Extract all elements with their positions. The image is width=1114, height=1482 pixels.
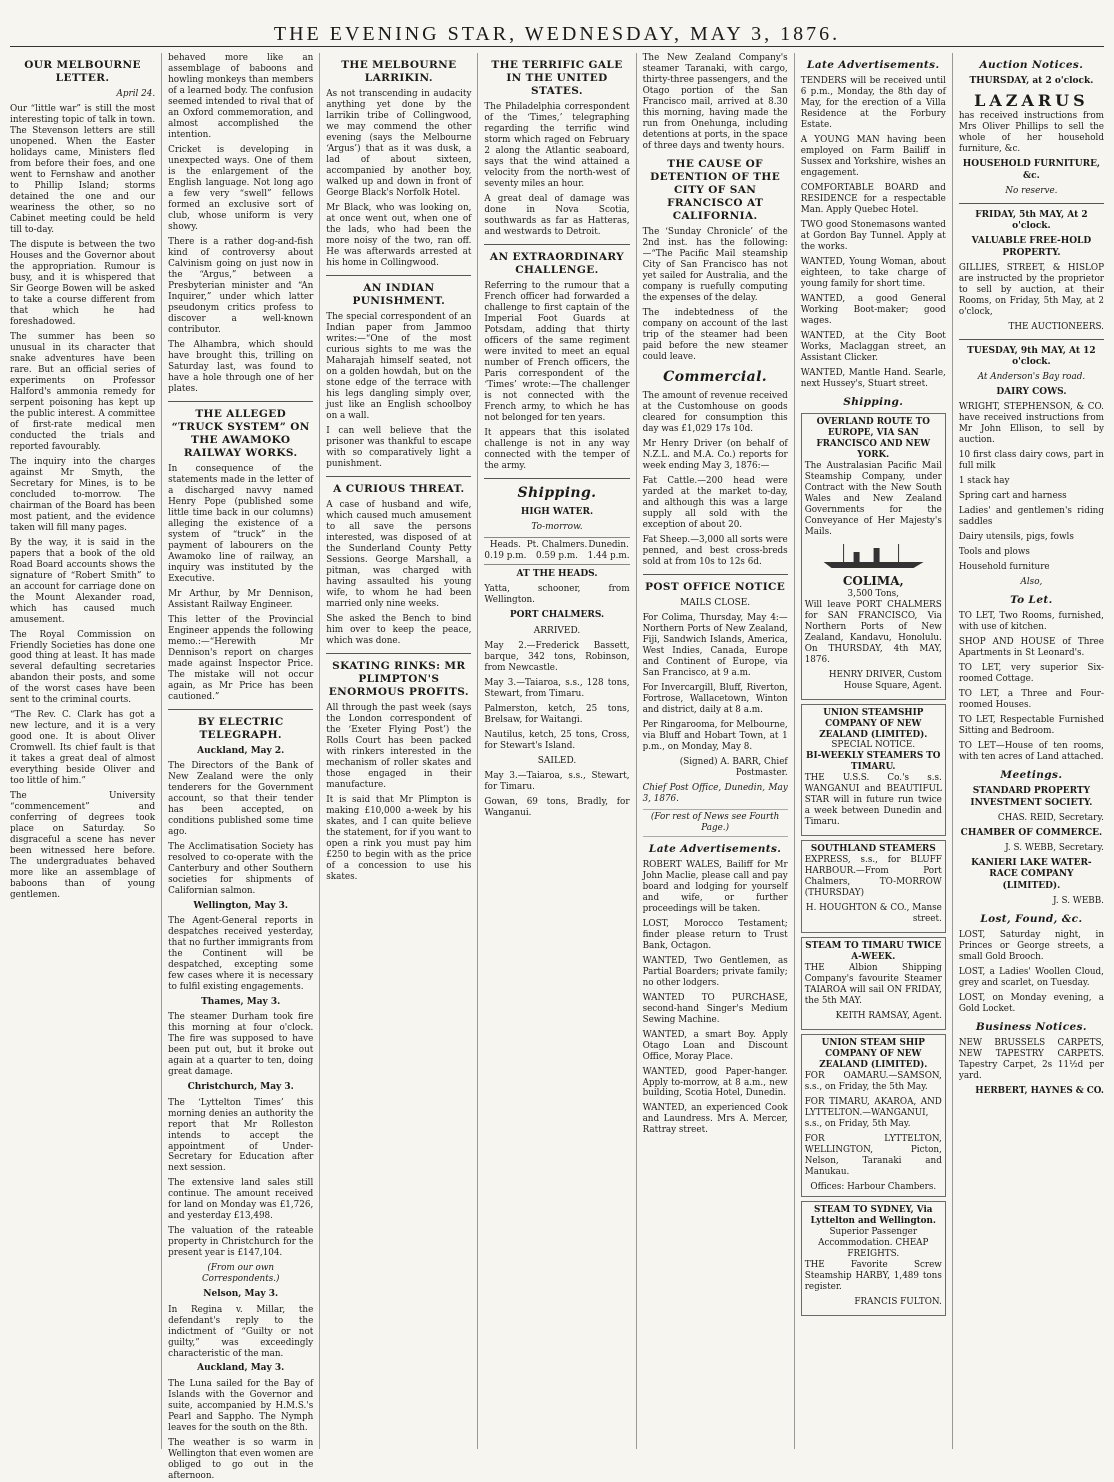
article-paragraph: All through the past week (says the London correspondent of the ‘Exeter Flying Post’) the Rolls Court has been packed with rinkers interested in the mechanism of roller skates and those engaged in their manufacture. — [326, 703, 472, 791]
classified-ad: TO LET, Respectable Furnished Sitting and Bedroom. — [958, 715, 1104, 737]
ad-text: THE Albion Shipping Company's favourite Steamer TAIAROA will sail ON FRIDAY, the 5th MAY. — [804, 963, 942, 1007]
article-paragraph: The summer has been so unusual in its character that snake adventures have been rare. But an official series of experiments on Professor Halford's ammonia remedy for serpent poisoning has kept up the public interest. A committee of first-rate medical men conducted the trials and reported favourably. — [10, 331, 156, 452]
ship-tons: 3,500 Tons, — [847, 588, 899, 599]
ad-text: THE U.S.S. Co.'s s.s. WANGANUI and BEAUTIFUL STAR will in future run twice a week between Dunedin and Timaru. — [804, 773, 942, 828]
ad-title: OVERLAND ROUTE TO EUROPE, VIA SAN FRANCISCO AND NEW YORK. — [816, 416, 931, 460]
classified-ad: LOST, Morocco Testament; finder please return to Trust Bank, Octagon. — [642, 918, 788, 951]
article-paragraph: Fat Cattle.—200 head were yarded at the market to-day, and although this was a large supply all sold with the exception of about 20. — [642, 475, 788, 530]
ad-subtitle: SPECIAL NOTICE. — [831, 740, 916, 751]
sailed-entry: Gowan, 69 tons, Bradly, for Wanganui. — [484, 796, 630, 818]
arrival-entry: May 3.—Taiaroa, s.s., 128 tons, Stewart, from Timaru. — [484, 677, 630, 699]
article-title: THE MELBOURNE LARRIKIN. — [341, 59, 457, 85]
tide-cell — [527, 540, 588, 562]
ad-title: UNION STEAM SHIP COMPANY OF NEW ZEALAND (LIMITED). — [819, 1038, 928, 1071]
telegram-text: The valuation of the rateable property in Christchurch for the present year is £147,104. — [168, 1226, 314, 1259]
at-heads-text: Yatta, schooner, from Wellington. — [484, 584, 630, 606]
divider — [326, 653, 471, 654]
shipping-heading: Shipping. — [517, 485, 597, 502]
to-let-heading: To Let. — [1010, 594, 1053, 607]
classified-ad: WANTED, an experienced Cook and Laundress. Mrs A. Mercer, Rattray street. — [642, 1103, 788, 1136]
tide-place: Pt. Chalmers. — [526, 540, 588, 551]
column-2 — [168, 53, 320, 1481]
tomorrow-label: To-morrow. — [531, 521, 583, 532]
ad-agent: J. S. WEBB. — [1053, 895, 1104, 906]
telegram-text: The weather is so warm in Wellington that even women are obliged to go out in the afternoon. — [168, 1437, 314, 1481]
list-item: Household furniture — [958, 562, 1050, 573]
auction-date: TUESDAY, 9th MAY, At 12 o'clock. — [967, 345, 1096, 367]
arrival-entry: Palmerston, ketch, 25 tons, Brelsaw, for Waitangi. — [484, 703, 630, 725]
ad-agent: HERBERT, HAYNES & CO. — [975, 1085, 1104, 1096]
article-paragraph: A great deal of damage was done in Nova Scotia, southwards as far as Hatteras, and westwards to Detroit. — [484, 194, 630, 238]
ad-text: WRIGHT, STEPHENSON, & CO. have received instructions from Mr John Ellison, to sell by auction. — [958, 402, 1104, 446]
signed: (Signed) A. BARR, Chief Postmaster. — [679, 756, 788, 778]
ad-title: STANDARD PROPERTY INVESTMENT SOCIETY. — [970, 786, 1093, 808]
arrived-label: ARRIVED. — [533, 625, 581, 636]
tide-place: Heads. — [489, 540, 521, 551]
ad-text: has received instructions from Mrs Oliver Phillips to sell the whole of her household furniture, &c. — [958, 111, 1104, 155]
business-heading: Business Notices. — [975, 1020, 1087, 1033]
also-label: Also, — [1020, 577, 1043, 588]
auction-date: THURSDAY, at 2 o'clock. — [969, 76, 1094, 87]
article-paragraph: behaved more like an assemblage of baboons and howling monkeys than members of a learned body. The confusion seemed intended to rival that of an Oxford commemoration, and almost accomplished the intention. — [168, 53, 314, 140]
ad-title: KANIERI LAKE WATER-RACE COMPANY (LIMITED). — [971, 858, 1092, 891]
classified-ad: TENDERS will be received until 6 p.m., Monday, the 8th day of May, for the erection of a Villa Residence at the Forbury Estate. — [800, 76, 946, 131]
column-3 — [326, 53, 478, 1449]
divider — [643, 574, 788, 575]
article-paragraph: By the way, it is said in the papers that a book of the old Road Board accounts shows the signature of “Robert Smith” to an account for carriage done on the Mount Alexander road, which has caused much amusement. — [10, 537, 156, 625]
mail-entry: For Colima, Thursday, May 4:—Northern Ports of New Zealand, Fiji, Sandwich Islands, America, West Indies, Canada, Europe and Continent of Europe, via San Francisco, at 9 a.m. — [642, 612, 788, 678]
classified-ad: WANTED, Two Gentlemen, as Partial Boarders; private family; no other lodgers. — [642, 955, 788, 988]
shipping-ad — [801, 1034, 946, 1197]
list-item: 1 stack hay — [958, 476, 1010, 487]
telegram-text: The extensive land sales still continue. The amount received for land on Monday was £1,726, and yesterday £13,498. — [168, 1178, 314, 1222]
ad-agent: CHAS. REID, Secretary. — [997, 812, 1104, 823]
auctioneer-name: LAZARUS — [974, 91, 1089, 111]
telegram-text: The Agent-General reports in despatches received yesterday, that no further immigrants from the Continent will be despatched, excepting some few cases where it is necessary to fulfil existing engagements. — [168, 916, 314, 993]
auction-date: FRIDAY, 5th MAY, At 2 o'clock. — [975, 209, 1088, 232]
shipping-ad — [801, 840, 946, 933]
telegram-text: The steamer Durham took fire this morning at four o'clock. The fire was supposed to have been put out, but it broke out again at a quarter to ten, doing great damage. — [168, 1012, 314, 1078]
article-paragraph: Referring to the rumour that a French officer had forwarded a challenge to first captain of the Imperial Foot Guards at Potsdam, adding that thirty officers of the same regiment were invited to meet an equal number of French officers, the Paris correspondent of the ‘Times’ wrote:—The challenger is not connected with the French army, to which he has not belonged for ten years. — [484, 281, 630, 424]
column-6 — [801, 53, 953, 1449]
ad-agent: HENRY DRIVER, Custom House Square, Agent. — [828, 669, 942, 691]
ad-agent: J. S. WEBB, Secretary. — [1005, 843, 1104, 854]
divider — [959, 339, 1104, 340]
article-paragraph: I can well believe that the prisoner was thankful to escape with so comparatively light a punishment. — [326, 426, 472, 470]
ad-text: FOR TIMARU, AKAROA, AND LYTTELTON.—WANGANUI, s.s., on Friday, 5th May. — [804, 1097, 942, 1130]
article-title: AN EXTRAORDINARY CHALLENGE. — [489, 251, 625, 277]
article-paragraph: “The Rev. C. Clark has got a new lecture, and it is a very good one. It is about Oliver Cromwell. Its chief fault is that it takes a great deal of almost everything beside Oliver and too little of him.” — [10, 710, 156, 787]
ad-subtitle: DAIRY COWS. — [996, 387, 1067, 398]
sailed-label: SAILED. — [537, 755, 577, 766]
article-title: AN INDIAN PUNISHMENT. — [352, 282, 446, 308]
ad-subtitle: BI-WEEKLY STEAMERS TO TIMARU. — [806, 751, 941, 773]
article-paragraph: In consequence of the statements made in the letter of a discharged navvy named Henry Pope (published some little time back in our columns) alleging the existence of a system of “truck” in the payment of labourers on the Awamoko line of railway, an inquiry was instituted by the Executive. — [168, 464, 314, 584]
ad-subtitle: Superior Passenger Accommodation. CHEAP FREIGHTS. — [818, 1226, 929, 1259]
ad-text: FOR LYTTELTON, WELLINGTON, Picton, Nelson, Taranaki and Manukau. — [804, 1134, 942, 1177]
ad-title: STEAM TO SYDNEY, Via Lyttelton and Wellington. — [810, 1204, 936, 1226]
divider — [484, 478, 629, 479]
port-label: PORT CHALMERS. — [509, 610, 605, 621]
tide-cell — [484, 540, 526, 562]
article-title: BY ELECTRIC TELEGRAPH. — [197, 715, 284, 741]
classified-ad: LOST, a Ladies' Woollen Cloud, grey and scarlet, on Tuesday. — [958, 966, 1104, 988]
classified-ad: SHOP AND HOUSE of Three Apartments in St Leonard's. — [958, 637, 1104, 659]
ship-name: COLIMA, — [842, 573, 904, 588]
sailed-entry: May 3.—Taiaroa, s.s., Stewart, for Timaru. — [484, 770, 630, 792]
article-title: THE CAUSE OF DETENTION OF THE CITY OF SAN FRANCISCO AT CALIFORNIA. — [650, 157, 781, 223]
classified-ad: WANTED, Young Woman, about eighteen, to take charge of young family for short time. — [800, 256, 946, 289]
masthead — [10, 6, 1104, 47]
ad-text: THE Favorite Screw Steamship HARBY, 1,489 tons register. — [804, 1259, 942, 1292]
article-paragraph: It is said that Mr Plimpton is making £10,000 a-week by his skates, and I can quite believe the statement, for if you want to open a rink you must pay him £250 to begin with as the price of a concession to use his skates. — [326, 795, 472, 883]
divider — [959, 203, 1104, 204]
list-item: Tools and plows — [958, 547, 1030, 558]
telegram-place: Nelson, May 3. — [203, 1289, 279, 1300]
divider — [326, 476, 471, 477]
article-paragraph: This letter of the Provincial Engineer appends the following memo.:—“Herewith Mr Dennison's report on charges made against Inspector Price. The mistake will not occur again, as Mr Price has been cautioned.” — [168, 614, 314, 702]
tide-place: Dunedin. — [588, 540, 629, 551]
shipping-ad — [801, 704, 946, 837]
ad-agent: FRANCIS FULTON. — [854, 1296, 942, 1307]
tide-time: 1.44 p.m. — [587, 551, 630, 562]
shipping-ad — [801, 937, 946, 1030]
telegram-text: The Acclimatisation Society has resolved to co-operate with the Canterbury and other Southern societies for shipments of Californian salmon. — [168, 842, 314, 897]
divider — [168, 709, 313, 710]
auction-heading: Auction Notices. — [979, 59, 1084, 71]
telegram-text: The Luna sailed for the Bay of Islands with the Governor and suite, accompanied by H.M.S.'s Pearl and Sappho. The Nymph leaves for the south on the 8th. — [168, 1378, 314, 1433]
article-paragraph: The amount of revenue received at the Customhouse on goods cleared for consumption this day was £1,029 17s 10d. — [642, 390, 788, 434]
ad-title: STEAM TO TIMARU TWICE A-WEEK. — [805, 941, 942, 963]
late-ads-heading: Late Advertisements. — [807, 59, 940, 71]
article-paragraph: The dispute is between the two Houses and the Governor about the appropriation. Rumour is busy, and it is whispered that Sir George Bowen will be asked to take a course different from that which he had foreshadowed. — [10, 240, 156, 327]
article-paragraph: She asked the Bench to bind him over to keep the peace, which was done. — [326, 614, 472, 646]
article-paragraph: The Royal Commission on Friendly Societies has done one good thing at least. It has made several defaulting secretaries abandon their posts, and some of the worst cases have been sent to the criminal courts. — [10, 629, 156, 706]
lost-heading: Lost, Found, &c. — [980, 912, 1083, 925]
ad-agent: THE AUCTIONEERS. — [1008, 321, 1104, 332]
masthead-title: THE EVENING STAR, WEDNESDAY, MAY 3, 1876. — [273, 23, 841, 45]
classified-ad: WANTED TO PURCHASE, second-hand Singer's Medium Sewing Machine. — [642, 992, 788, 1025]
ad-title: CHAMBER OF COMMERCE. — [960, 827, 1103, 838]
arrival-entry: Nautilus, ketch, 25 tons, Cross, for Stewart's Island. — [484, 729, 630, 751]
meetings-heading: Meetings. — [1000, 769, 1063, 782]
ad-text: The Australasian Pacific Mail Steamship Company, under Contract with the New South Wales and New Zealand Governments for the Conveyance of Her Majesty's Mails. — [804, 460, 942, 537]
column-7 — [959, 53, 1104, 1449]
article-paragraph: As not transcending in audacity anything yet done by the larrikin tribe of Collingwood, we may commend the other evening (says the Melbourne ‘Argus’) that as it was dusk, a lad of about sixteen, accompanied by another boy, walked up and down in front of George Black's Norfolk Hotel. — [326, 89, 472, 199]
article-paragraph: Our “little war” is still the most interesting topic of talk in town. The Stevenson letters are still unopened. When the Easter holidays came, Ministers fled from before their foes, and one went to Fernshaw and another to Phillip Island; storms detained the one and our weariness the other, so no Cabinet meeting could be held till to-day. — [10, 104, 156, 236]
telegram-text: The Directors of the Bank of New Zealand were the only tenderers for the Government account, so that their tender has been accepted, on conditions published some time ago. — [168, 761, 314, 838]
article-paragraph: The indebtedness of the company on account of the last trip of the steamer had been paid before the new steamer could leave. — [642, 308, 788, 363]
article-title: OUR MELBOURNE LETTER. — [24, 59, 141, 85]
auction-location: At Anderson's Bay road. — [977, 372, 1086, 383]
classified-ad: A YOUNG MAN having been employed on Farm Bailiff in Sussex and Yorkshire, wishes an engagement. — [800, 135, 946, 178]
ad-title: UNION STEAMSHIP COMPANY OF NEW ZEALAND (LIMITED). — [819, 707, 928, 740]
classified-ad: TO LET, very superior Six-roomed Cottage. — [958, 663, 1104, 685]
article-paragraph: The inquiry into the charges against Mr Smyth, the Secretary for Mines, is to be concluded to-morrow. The chairman of the Board has been most patient, and the evidence taken will fill many pages. — [10, 456, 156, 533]
ad-agent: H. HOUGHTON & CO., Manse street. — [805, 903, 942, 925]
telegram-text: In Regina v. Millar, the defendant's reply to the indictment of “Guilty or not guilty,” was exceedingly characteristic of the man. — [168, 1304, 314, 1359]
classified-ad: COMFORTABLE BOARD and RESIDENCE for a respectable Man. Apply Quebec Hotel. — [800, 182, 946, 215]
article-paragraph: A case of husband and wife, which caused much amusement to all save the persons interested, was disposed of at the Sunderland County Petty Sessions. George Marshall, a pitman, was charged with having assaulted his young wife, to whom he had been married only nine weeks. — [326, 500, 472, 610]
article-paragraph: It appears that this isolated challenge is not in any way connected with the temper of the army. — [484, 428, 630, 472]
article-paragraph: The New Zealand Company's steamer Taranaki, with cargo, thirty-three passengers, and the Otago portion of the San Francisco mail, arrived at 8.30 this morning, having made the run from Onehunga, including detentions at ports, in the space of three days and twenty hours. — [642, 53, 788, 151]
tide-table — [484, 537, 629, 565]
telegram-place: Christchurch, May 3. — [187, 1082, 294, 1093]
tide-time: 0.59 p.m. — [536, 551, 578, 562]
classified-ad: TO LET, Two Rooms, furnished, with use of kitchen. — [958, 611, 1104, 633]
columns — [10, 53, 1104, 1481]
classified-ad: WANTED, good Paper-hanger. Apply to-morrow, at 8 a.m., new building, Scotia Hotel, Dunedin. — [642, 1066, 788, 1099]
column-5 — [643, 53, 795, 1449]
shipping-ad — [801, 1201, 946, 1316]
telegram-place: Wellington, May 3. — [193, 901, 289, 912]
commercial-heading: Commercial. — [663, 369, 768, 386]
telegram-place: Thames, May 3. — [201, 997, 281, 1008]
divider — [326, 275, 471, 276]
at-heads-label: AT THE HEADS. — [516, 569, 598, 580]
ad-text: EXPRESS, s.s., for BLUFF HARBOUR.—From Port Chalmers, TO-MORROW (THURSDAY) — [804, 855, 942, 899]
article-paragraph: The ‘Sunday Chronicle’ of the 2nd inst. has the following:—“The Pacific Mail steamship City of San Francisco has not yet sailed for Australia, and the company is ruefully computing the expenses of the delay. — [642, 227, 788, 304]
list-item: Ladies' and gentlemen's riding saddles — [958, 506, 1104, 528]
signed-date: Chief Post Office, Dunedin, May 3, 1876. — [642, 782, 788, 804]
post-office-title: POST OFFICE NOTICE — [645, 580, 786, 593]
classified-ad: LOST, on Monday evening, a Gold Locket. — [958, 992, 1104, 1014]
classified-ad: WANTED, at the City Boot Works, Maclaggan street, an Assistant Clicker. — [800, 330, 946, 363]
see-fourth-page: (For rest of News see Fourth Page.) — [643, 809, 788, 837]
mail-entry: For Invercargill, Bluff, Riverton, Fortrose, Wallacetown, Winton and district, daily at 8 a.m. — [642, 682, 788, 715]
late-ads-heading: Late Advertisements. — [648, 842, 782, 855]
article-paragraph: Cricket is developing in unexpected ways. One of them is the enlargement of the English language. Not long ago a few very “swell” fellows formed an exclusive sort of club, whose uniform is very showy. — [168, 144, 314, 232]
column-4 — [484, 53, 636, 1449]
tide-time: 0.19 p.m. — [484, 551, 527, 562]
tide-cell — [588, 540, 630, 562]
article-title: THE ALLEGED “TRUCK SYSTEM” ON THE AWAMOKO RAILWAY WORKS. — [171, 407, 310, 459]
classified-ad: TWO good Stonemasons wanted at Gordon Bay Tunnel. Apply at the works. — [800, 219, 946, 252]
telegram-place: Auckland, May 2. — [197, 745, 285, 756]
mails-close-label: MAILS CLOSE. — [680, 597, 751, 608]
article-title: SKATING RINKS: MR PLIMPTON'S ENORMOUS PROFITS. — [328, 659, 469, 699]
ad-text: GILLIES, STREET, & HISLOP are instructed by the proprietor to sell by auction, at their Rooms, on Friday, 5th May, at 2 o'clock, — [958, 262, 1104, 317]
ad-title: SOUTHLAND STEAMERS — [810, 844, 936, 855]
own-correspondents: (From our own Correspondents.) — [201, 1263, 280, 1285]
dateline: April 24. — [116, 89, 156, 100]
article-paragraph: The special correspondent of an Indian paper from Jammoo writes:—“One of the most curious sights to me was the Maharajah himself seated, not on a golden howdah, but on the stone edge of the terrace with his legs dangling simply over, just like an English schoolboy on a wall. — [326, 312, 472, 422]
list-item: Spring cart and harness — [958, 491, 1067, 502]
classified-ad: TO LET—House of ten rooms, with ten acres of Land attached. — [958, 741, 1104, 763]
high-water-label: HIGH WATER. — [520, 506, 594, 517]
arrival-entry: May 2.—Frederick Bassett, barque, 342 tons, Robinson, from Newcastle. — [484, 640, 630, 673]
classified-ad: WANTED, a good General Working Boot-maker; good wages. — [800, 293, 946, 326]
classified-ad: LOST, Saturday night, in Princes or George streets, a small Gold Brooch. — [958, 929, 1104, 962]
article-paragraph: Mr Black, who was looking on, at once went out, when one of the lads, who had been the more noisy of the two, ran off. He was afterwards arrested at his home in Collingwood. — [326, 203, 472, 269]
mail-entry: Per Ringarooma, for Melbourne, via Bluff and Hobart Town, at 1 p.m., on Monday, May 8. — [642, 719, 788, 752]
ad-text: FOR OAMARU.—SAMSON, s.s., on Friday, the 5th May. — [804, 1071, 942, 1093]
classified-ad: TO LET, a Three and Four-roomed Houses. — [958, 689, 1104, 711]
classified-ad: ROBERT WALES, Bailiff for Mr John Maclie, please call and pay board and lodging for yourself and wife, or further proceedings will be taken. — [642, 859, 788, 914]
article-title: THE TERRIFIC GALE IN THE UNITED STATES. — [491, 59, 623, 98]
article-paragraph: The Alhambra, which should have brought this, trilling on Saturday last, was found to have a hole through one of her plates. — [168, 339, 314, 394]
column-1 — [10, 53, 162, 1449]
article-paragraph: Mr Henry Driver (on behalf of N.Z.L. and M.A. Co.) reports for week ending May 3, 1876:— — [642, 438, 788, 471]
ad-text: Will leave PORT CHALMERS for SAN FRANCISCO, Via Northern Ports of New Zealand, Kandavu, Honolulu. On THURSDAY, 4th MAY, 1876. — [804, 599, 942, 665]
shipping-heading: Shipping. — [843, 395, 904, 408]
article-paragraph: Fat Sheep.—3,000 all sorts were penned, and best cross-breds sold at from 10s to 12s 6d. — [642, 534, 788, 567]
classified-ad: WANTED, Mantle Hand. Searle, next Hussey's, Stuart street. — [800, 367, 946, 389]
article-title: A CURIOUS THREAT. — [333, 483, 465, 496]
no-reserve: No reserve. — [1005, 185, 1058, 196]
telegram-place: Auckland, May 3. — [197, 1363, 285, 1374]
list-item: Dairy utensils, pigs, fowls — [958, 532, 1074, 543]
shipping-ad — [801, 413, 946, 700]
divider — [168, 401, 313, 402]
divider — [484, 244, 629, 245]
article-paragraph: The Philadelphia correspondent of the ‘Times,’ telegraphing regarding the terrific wind storm which raged on February 2 along the Atlantic seaboard, says that the wind attained a velocity from the north-west of seventy miles an hour. — [484, 102, 630, 190]
steamship-icon — [805, 542, 942, 570]
telegram-text: The ‘Lyttelton Times’ this morning denies an authority the report that Mr Rolleston intends to accept the appointment of Under-Secretary for Education after next session. — [168, 1097, 314, 1174]
article-paragraph: There is a rather dog-and-fish kind of controversy about Calvinism going on just now in the “Argus,” between a Presbyterian minister and “An Inquirer,” under which latter pseudonym critics profess to discover a well-known contributor. — [168, 236, 314, 335]
ad-subtitle: VALUABLE FREE-HOLD PROPERTY. — [971, 236, 1092, 258]
article-paragraph: The University “commencement” and conferring of degrees took place on Saturday. So disgraceful a scene has never been witnessed here before. The undergraduates behaved more like an assemblage of baboons than of young gentlemen. — [10, 791, 156, 901]
list-item: 10 first class dairy cows, part in full milk — [958, 450, 1104, 472]
classified-ad: NEW BRUSSELS CARPETS, NEW TAPESTRY CARPETS. Tapestry Carpet, 2s 11½d per yard. — [958, 1037, 1104, 1081]
ad-offices: Offices: Harbour Chambers. — [810, 1181, 937, 1192]
ad-agent: KEITH RAMSAY, Agent. — [835, 1011, 942, 1022]
ad-subtitle: HOUSEHOLD FURNITURE, &c. — [962, 159, 1101, 181]
article-paragraph: Mr Arthur, by Mr Dennison, Assistant Railway Engineer. — [168, 588, 314, 610]
classified-ad: WANTED, a smart Boy. Apply Otago Loan and Discount Office, Moray Place. — [642, 1029, 788, 1062]
